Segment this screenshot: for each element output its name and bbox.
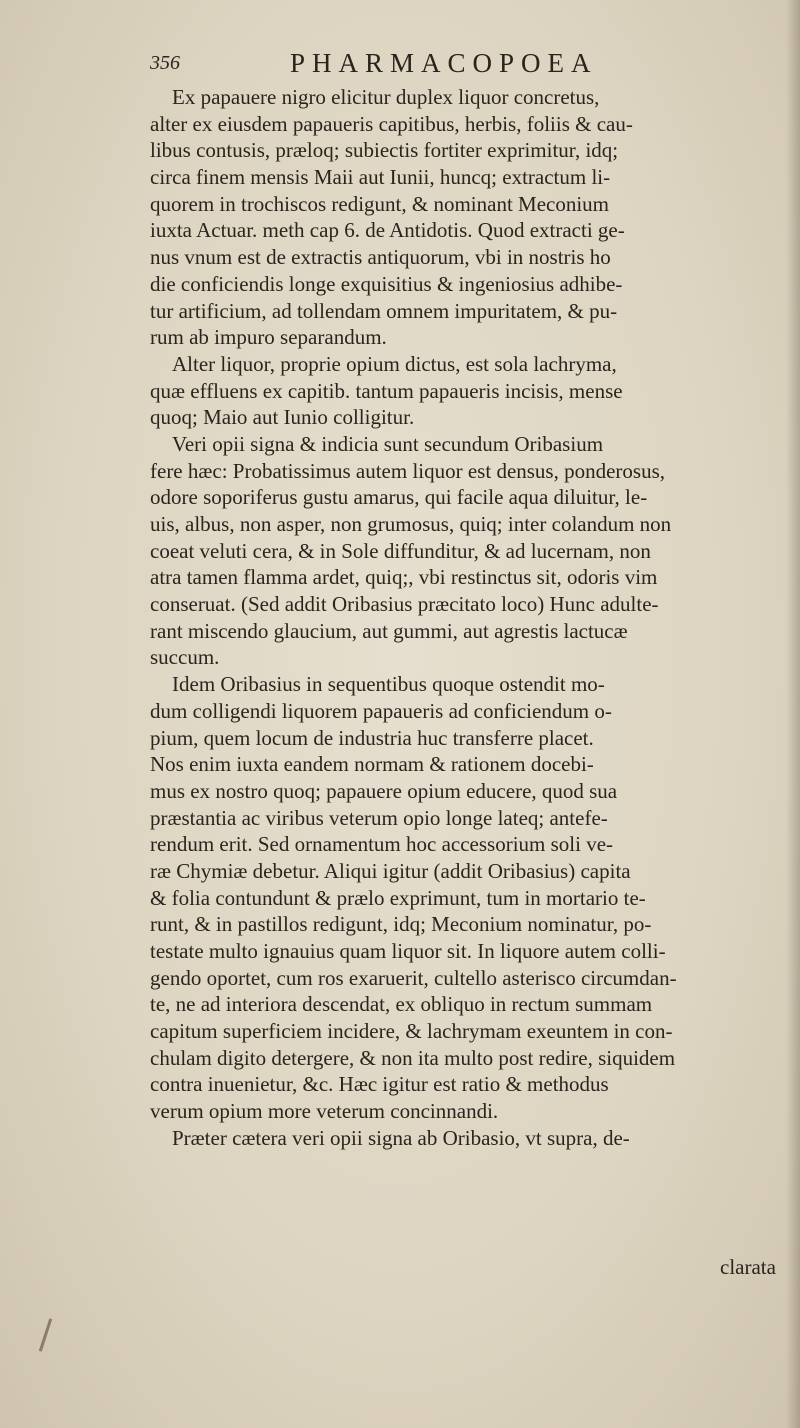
text-line: Veri opii signa & indicia sunt secundum Oribasium	[172, 431, 604, 456]
text-line: Alter liquor, proprie opium dictus, est sola lachryma,	[172, 351, 617, 376]
text-line: coeat veluti cera, & in Sole diffunditur, & ad lucernam, non	[150, 538, 651, 563]
ink-stain	[39, 1318, 52, 1351]
text-line: nus vnum est de extractis antiquorum, vbi in nostris ho	[150, 245, 611, 270]
text-line: Idem Oribasius in sequentibus quoque ostendit mo-	[172, 672, 605, 697]
text-line: atra tamen flamma ardet, quiq;, vbi restinctus sit, odoris vim	[150, 565, 658, 590]
text-line: capitum superficiem incidere, & lachrymam exeuntem in con-	[150, 1019, 673, 1044]
text-line: quoq; Maio aut Iunio colligitur.	[150, 405, 415, 430]
page-header	[150, 48, 650, 82]
text-line: testate multo ignauius quam liquor sit. In liquore autem colli-	[150, 939, 666, 963]
text-line: circa finem mensis Maii aut Iunii, huncq; extractum li-	[150, 165, 611, 190]
text-line: gendo oportet, cum ros exaruerit, cultello asterisco circumdan-	[150, 965, 677, 990]
text-line: te, ne ad interiora descendat, ex obliquo in rectum summam	[150, 992, 653, 1017]
catchword: clarata	[720, 1255, 776, 1279]
text-line: ræ Chymiæ debetur. Aliqui igitur (addit Oribasius) capita	[150, 858, 631, 883]
text-line: iuxta Actuar. meth cap 6. de Antidotis. Quod extracti ge-	[150, 218, 625, 243]
text-line: & folia contundunt & prælo exprimunt, tum in mortario te-	[150, 885, 646, 910]
text-line: verum opium more veterum concinnandi.	[150, 1099, 499, 1124]
text-line: Ex papauere nigro elicitur duplex liquor concretus,	[172, 85, 600, 109]
text-line: quæ effluens ex capitib. tantum papaueris incisis, mense	[150, 378, 623, 403]
text-line: conseruat. (Sed addit Oribasius præcitato loco) Hunc adulte-	[150, 592, 659, 617]
page-number: 356	[150, 52, 180, 74]
text-line: mus ex nostro quoq; papauere opium educere, quod sua	[150, 778, 618, 803]
text-line: pium, quem locum de industria huc transferre placet.	[150, 725, 594, 750]
text-line: dum colligendi liquorem papaueris ad conficiendum o-	[150, 698, 612, 723]
text-line: odore soporiferus gustu amarus, qui facile aqua diluitur, le-	[150, 485, 648, 510]
text-line: die conficiendis longe exquisitius & ingeniosius adhibe-	[150, 271, 623, 296]
text-line: uis, albus, non asper, non grumosus, quiq; inter colandum non	[150, 512, 672, 536]
running-head: PHARMACOPOEA	[290, 48, 598, 78]
text-line: fere hæc: Probatissimus autem liquor est densus, ponderosus,	[150, 458, 666, 483]
text-line: rant miscendo glaucium, aut gummi, aut agrestis lactucæ	[150, 618, 628, 643]
text-line: contra inuenietur, &c. Hæc igitur est ratio & methodus	[150, 1072, 609, 1097]
text-line: rum ab impuro separandum.	[150, 325, 387, 350]
text-line: succum.	[150, 645, 220, 670]
text-line: runt, & in pastillos redigunt, idq; Meconium nominatur, po-	[150, 912, 652, 937]
text-line: Nos enim iuxta eandem normam & rationem docebi-	[150, 752, 594, 777]
text-line: tur artificium, ad tollendam omnem impuritatem, & pu-	[150, 298, 618, 323]
text-line: quorem in trochiscos redigunt, & nominant Meconium	[150, 191, 610, 216]
text-line: alter ex eiusdem papaueris capitibus, herbis, foliis & cau-	[150, 111, 633, 136]
text-line: chulam digito detergere, & non ita multo post redire, siquidem	[150, 1045, 676, 1070]
text-line: præstantia ac viribus veterum opio longe lateq; antefe-	[150, 805, 608, 830]
text-line: libus contusis, præloq; subiectis fortiter exprimitur, idq;	[150, 138, 619, 163]
text-line: rendum erit. Sed ornamentum hoc accessorium soli ve-	[150, 832, 614, 857]
body-text	[150, 84, 790, 1152]
text-line: Præter cætera veri opii signa ab Oribasio, vt supra, de-	[172, 1125, 630, 1150]
